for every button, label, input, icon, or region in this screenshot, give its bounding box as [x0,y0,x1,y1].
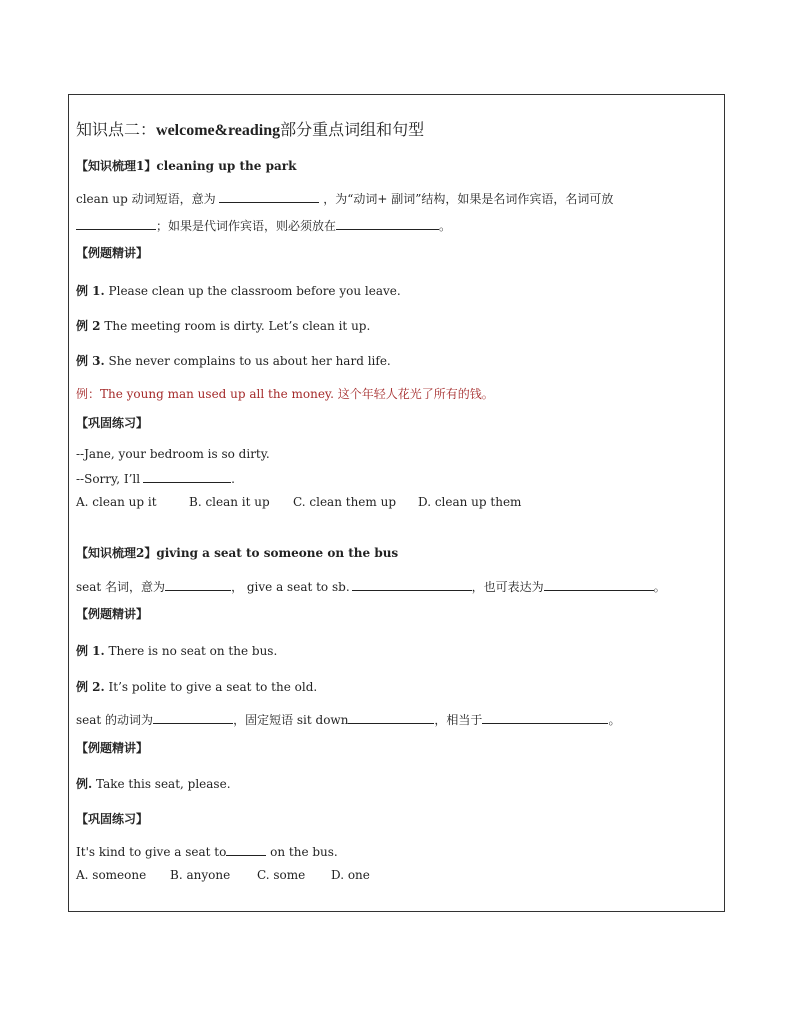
k2-text: seat 名词，意为 [76,580,166,594]
option-b[interactable]: B. clean it up [189,495,270,509]
section-title-en: welcome&reading [156,122,281,139]
example-number: 例 1. [76,284,105,298]
option-b[interactable]: B. anyone [170,868,231,882]
practice-label: 【巩固练习】 [76,812,149,826]
answer-blank[interactable] [348,711,434,724]
k2-question [76,843,338,860]
k1-example-3 [76,353,391,369]
k2-definition-line1 [76,578,666,595]
option-d[interactable]: D. clean up them [418,495,522,509]
example-text: It’s polite to give a seat to the old. [108,680,318,694]
option-c[interactable]: C. clean them up [293,495,396,509]
option-d[interactable]: D. one [331,868,370,882]
answer-blank[interactable] [153,711,233,724]
section-title-suffix: 部分重点词组和句型 [280,120,425,139]
k2-example-1 [76,643,277,659]
option-a[interactable]: A. someone [76,868,147,882]
example-label: 【例题精讲】 [76,741,149,755]
example-label: 【例题精讲】 [76,607,149,621]
example-number: 例 3. [76,354,105,368]
k2-label: 【知识梳理2】 [76,546,157,560]
example-text: The meeting room is dirty. Let’s clean it up. [104,319,371,333]
k2-text: 。 [653,580,666,594]
section-title-prefix: 知识点二： [76,120,157,139]
question-text: on the bus. [266,845,338,859]
question-text: . [231,472,235,486]
k2-definition-line2 [76,711,620,728]
option-c[interactable]: C. some [257,868,306,882]
question-text: --Sorry, I’ll [76,472,141,486]
question-text: It's kind to give a seat to [76,845,227,859]
example-text: Please clean up the classroom before you leave. [108,284,401,298]
option-a[interactable]: A. clean up it [76,495,157,509]
k2-text: seat 的动词为 [76,713,154,727]
k1-text: clean up 动词短语，意为 [76,192,216,206]
k1-definition-line1 [76,190,613,207]
k1-question-line2 [76,470,235,487]
k2-phrase: giving a seat to someone on the bus [156,546,399,560]
answer-blank[interactable] [219,190,319,203]
k2-text: ，相当于 [434,713,483,727]
k1-example-1 [76,283,401,299]
answer-blank[interactable] [352,578,472,591]
example-text: She never complains to us about her hard life. [108,354,391,368]
answer-blank[interactable] [76,217,156,230]
k2-text: ， give a seat to sb. [231,580,350,594]
k1-label: 【知识梳理1】 [76,159,157,173]
example-number: 例 2 [76,319,101,333]
k1-definition-line2 [76,217,451,234]
k1-text: ，为“动词+ 副词”结构，如果是名词作宾语，名词可放 [323,192,614,206]
example-text: Take this seat, please. [96,777,231,791]
example-text: There is no seat on the bus. [108,644,278,658]
k1-heading [76,158,296,174]
example-label: 【例题精讲】 [76,246,149,260]
answer-blank[interactable] [143,470,231,483]
example-number: 例 2. [76,680,105,694]
k1-example-2 [76,318,370,334]
answer-blank[interactable] [544,578,654,591]
k2-text: ，固定短语 sit down [233,713,349,727]
k1-phrase: cleaning up the park [156,159,297,173]
k1-question-line1: --Jane, your bedroom is so dirty. [76,447,270,461]
answer-blank[interactable] [336,217,439,230]
k2-heading [76,545,398,561]
answer-blank[interactable] [226,843,266,856]
k1-text: ；如果是代词作宾语，则必须放在 [156,219,337,233]
example-number: 例 1. [76,644,105,658]
section-title [76,120,424,141]
answer-blank[interactable] [482,711,608,724]
k2-example-2 [76,679,317,695]
k2-text: ，也可表达为 [471,580,544,594]
k2-text: 。 [608,713,621,727]
k1-example-4: 例：The young man used up all the money. 这个年轻人花光了所有的钱。 [76,387,494,401]
answer-blank[interactable] [165,578,231,591]
k1-text: 。 [439,219,452,233]
example-number: 例. [76,777,93,791]
practice-label: 【巩固练习】 [76,416,149,430]
k2-example-3 [76,776,231,792]
